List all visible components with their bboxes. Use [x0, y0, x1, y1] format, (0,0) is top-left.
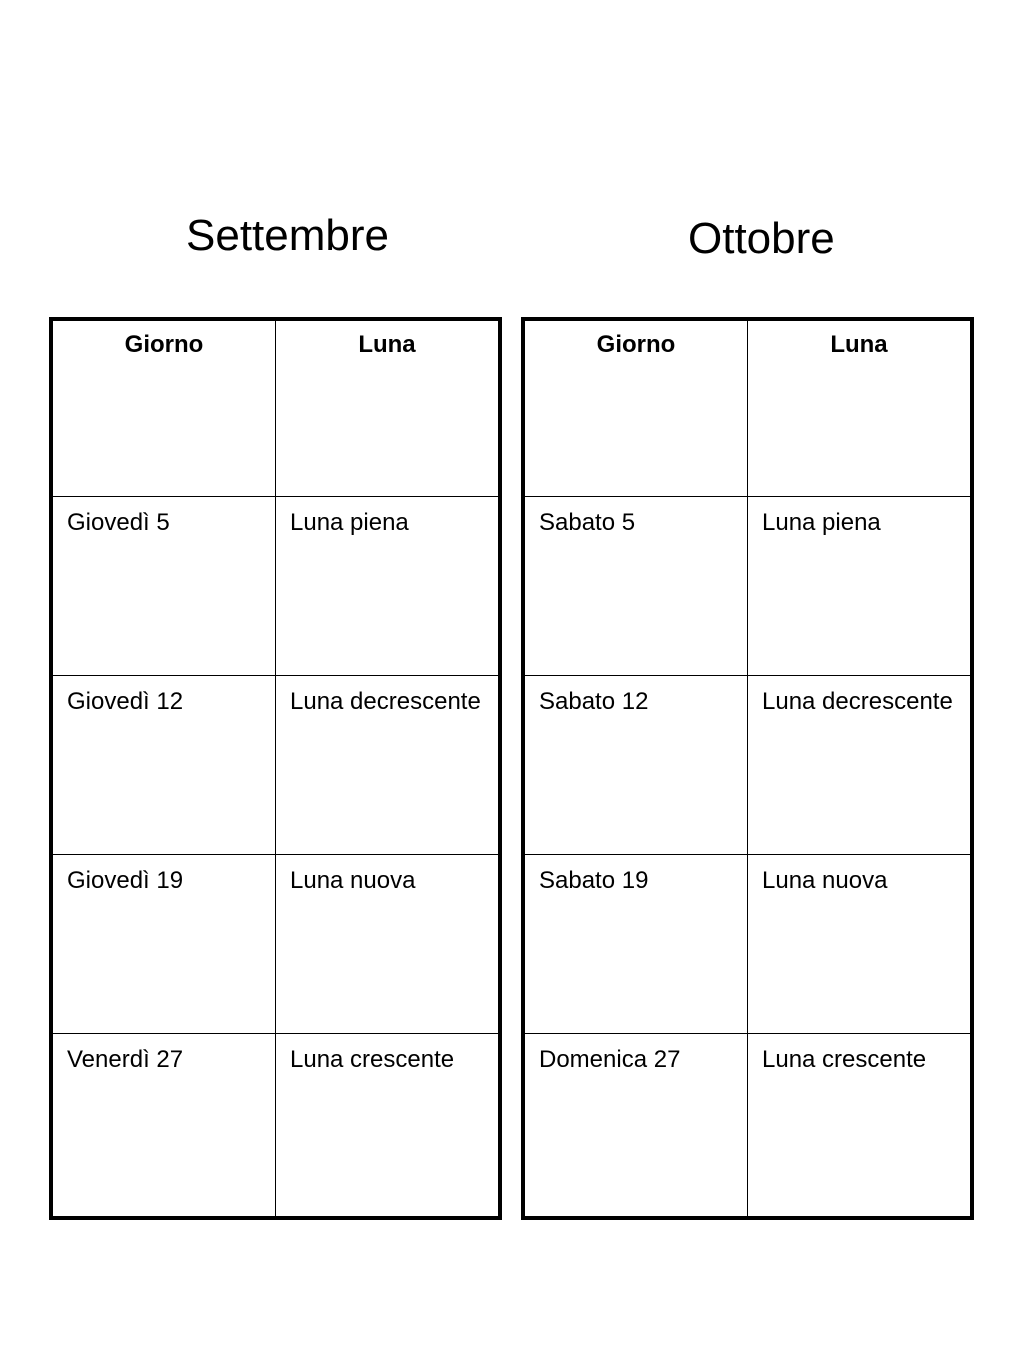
moon-cell: Luna crescente: [276, 1034, 501, 1218]
september-table: [49, 317, 502, 1220]
day-cell: Sabato 12: [523, 676, 748, 855]
table-row: [51, 676, 500, 855]
table-row: [523, 855, 972, 1034]
october-title: Ottobre: [688, 214, 835, 263]
table-row: [51, 496, 500, 675]
table-row: [523, 676, 972, 855]
day-cell: Domenica 27: [523, 1034, 748, 1218]
table-row: [523, 1034, 972, 1218]
table-row: [523, 496, 972, 675]
moon-cell: Luna nuova: [276, 855, 501, 1034]
moon-cell: Luna nuova: [748, 855, 973, 1034]
table-row: [51, 855, 500, 1034]
table-header-row: [51, 319, 500, 496]
column-header-moon: Luna: [276, 319, 501, 496]
moon-cell: Luna piena: [748, 496, 973, 675]
column-header-day: Giorno: [523, 319, 748, 496]
september-title: Settembre: [186, 211, 389, 260]
moon-cell: Luna decrescente: [748, 676, 973, 855]
moon-cell: Luna decrescente: [276, 676, 501, 855]
october-table: [521, 317, 974, 1220]
table-row: [51, 1034, 500, 1218]
table-header-row: [523, 319, 972, 496]
day-cell: Giovedì 12: [51, 676, 276, 855]
day-cell: Venerdì 27: [51, 1034, 276, 1218]
day-cell: Sabato 5: [523, 496, 748, 675]
column-header-day: Giorno: [51, 319, 276, 496]
moon-cell: Luna crescente: [748, 1034, 973, 1218]
day-cell: Giovedì 5: [51, 496, 276, 675]
day-cell: Sabato 19: [523, 855, 748, 1034]
column-header-moon: Luna: [748, 319, 973, 496]
moon-cell: Luna piena: [276, 496, 501, 675]
day-cell: Giovedì 19: [51, 855, 276, 1034]
